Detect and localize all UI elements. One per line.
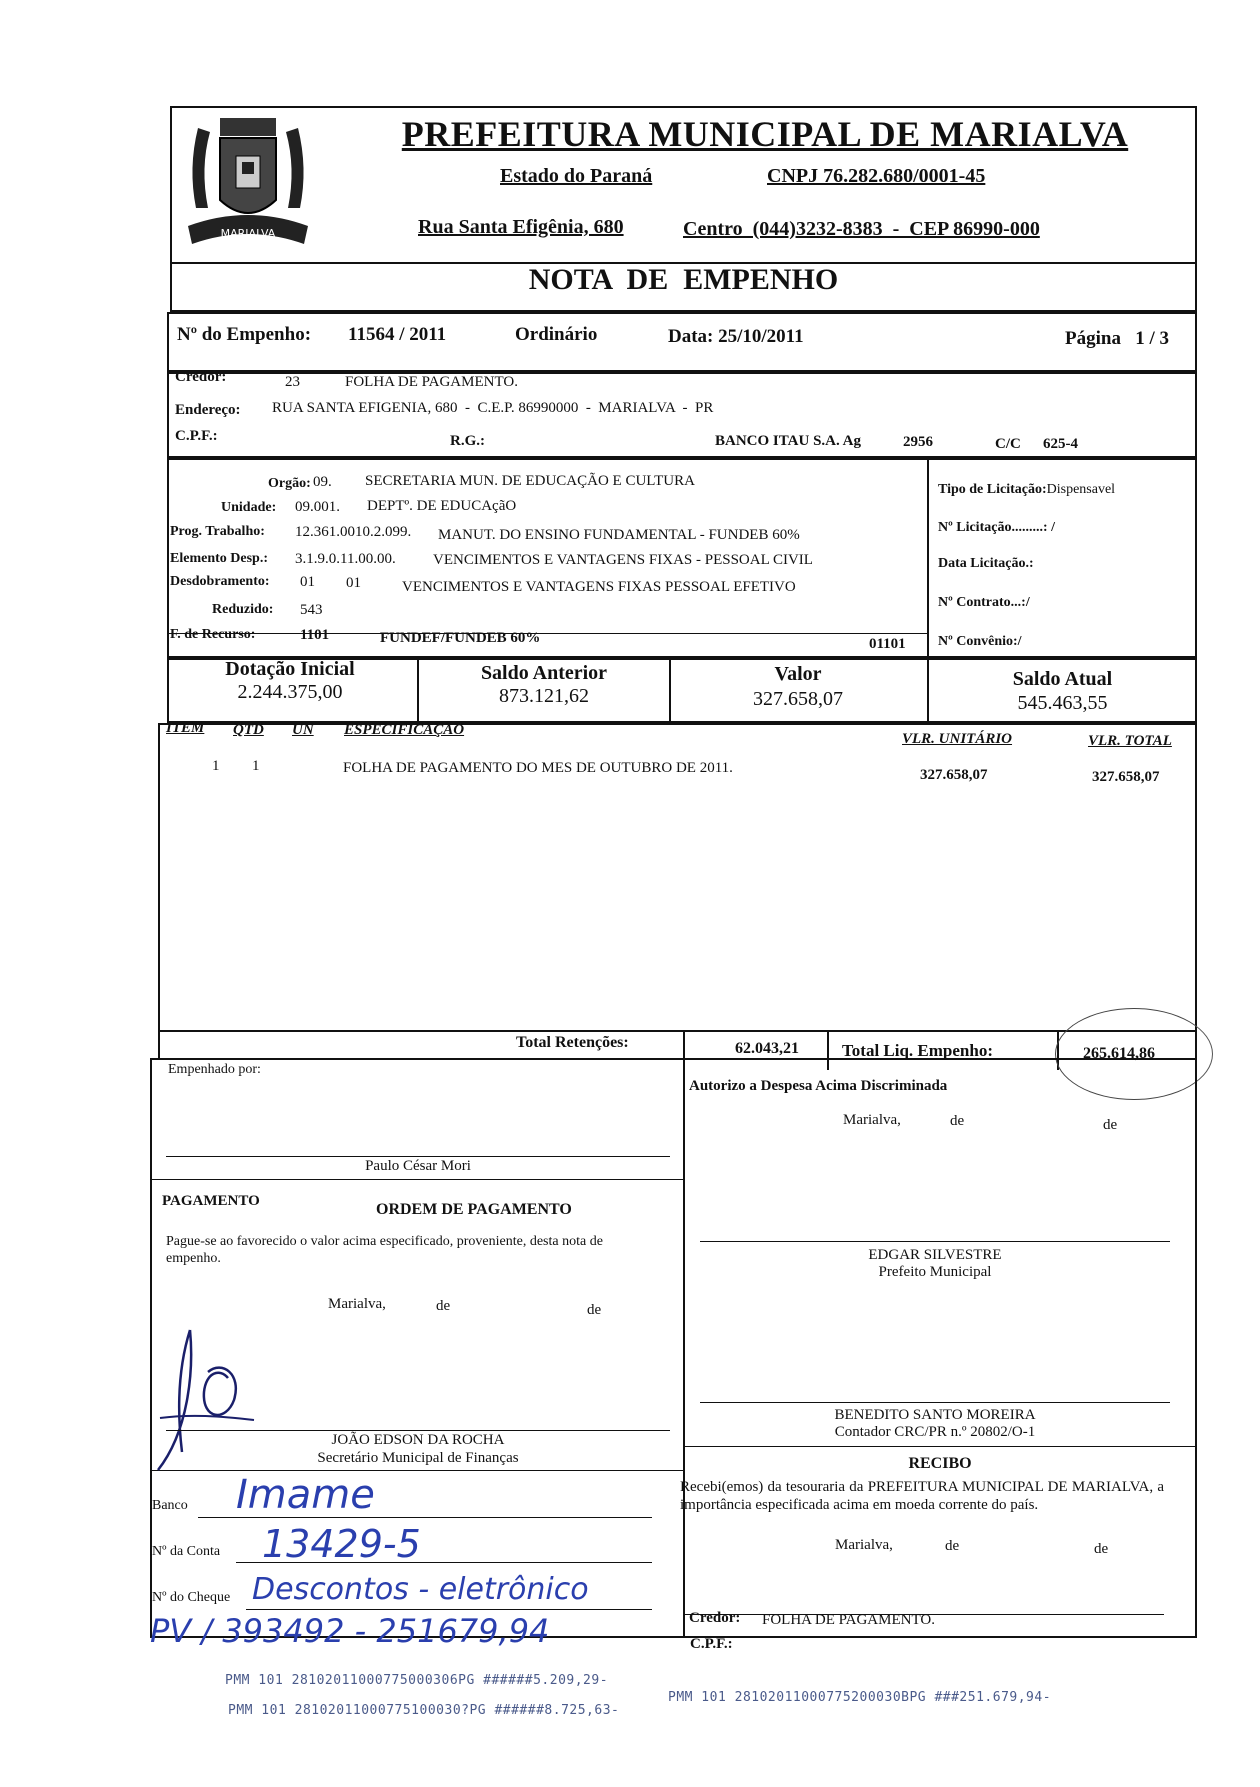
balances-div-3: [927, 658, 929, 723]
extra-handwriting: PV / 393492 - 251679,94: [150, 1612, 550, 1650]
recibo-credor-label: Credor:: [689, 1610, 741, 1626]
contact-label: Centro (044)3232-8383 - CEP 86990-000: [683, 218, 1040, 240]
prog-name: MANUT. DO ENSINO FUNDAMENTAL - FUNDEB 60%: [438, 527, 800, 543]
empenho-type: Ordinário: [515, 324, 598, 345]
address-value: RUA SANTA EFIGENIA, 680 - C.E.P. 86990000 - MARIALVA - PR: [272, 400, 714, 416]
signature-divider: [683, 1058, 685, 1638]
ordem-city: Marialva,: [328, 1296, 386, 1312]
banco-handwriting: Imame: [236, 1472, 375, 1518]
row-item: 1: [212, 758, 220, 774]
retencoes-label: Total Retenções:: [516, 1034, 629, 1051]
recibo-de-2: de: [1094, 1541, 1109, 1557]
prefeito-title: Prefeito Municipal: [878, 1264, 992, 1280]
col-item: ITEM: [166, 720, 205, 736]
ordem-pagamento-label: ORDEM DE PAGAMENTO: [376, 1201, 572, 1218]
state-label: Estado do Paraná: [500, 165, 653, 187]
cc-value: 625-4: [1043, 436, 1078, 452]
recurso-code2: 01101: [869, 636, 906, 652]
empenhado-signature-line: [166, 1156, 670, 1157]
secretario-signature-line: [166, 1430, 670, 1431]
dotacao-value: 2.244.375,00: [237, 681, 343, 703]
saldo-anterior-value: 873.121,62: [499, 685, 589, 707]
empenho-number-label: Nº do Empenho:: [177, 324, 312, 345]
secretario-name: JOÃO EDSON DA ROCHA: [331, 1432, 505, 1448]
bank-name: BANCO ITAU S.A. Ag: [715, 433, 861, 449]
contador-bottom: [683, 1446, 1197, 1447]
row-total-value: 327.658,07: [1092, 769, 1160, 785]
contador-signature-line: [700, 1402, 1170, 1403]
elemento-label: Elemento Desp.:: [170, 551, 268, 566]
recibo-cpf-label: C.P.F.:: [690, 1636, 733, 1652]
licitacao-tipo-label: Tipo de Licitação:: [938, 482, 1047, 497]
row-qtd: 1: [252, 758, 260, 774]
autorizo-de-1: de: [950, 1113, 965, 1129]
autorizo-city: Marialva,: [843, 1112, 901, 1128]
dotacao-label: Dotação Inicial: [225, 658, 355, 680]
page-title: PREFEITURA MUNICIPAL DE MARIALVA: [401, 114, 1129, 154]
liquido-label: Total Liq. Empenho:: [842, 1041, 993, 1060]
crest-banner-text: MARIALVA: [220, 227, 276, 240]
row-unit-value: 327.658,07: [920, 767, 988, 783]
balances-div-2: [669, 658, 671, 723]
payment-stamp-2: PMM 101 28102011000775100030?PG ######8.725,63-: [228, 1703, 620, 1718]
cheque-line: [246, 1609, 652, 1610]
reduzido-value: 543: [300, 602, 323, 618]
licitacao-data: Data Licitação.:: [938, 556, 1034, 571]
licitacao-tipo-value: Dispensavel: [1046, 482, 1116, 497]
credor-label: Credor:: [175, 369, 227, 385]
unidade-code: 09.001.: [295, 499, 340, 515]
pagamento-label: PAGAMENTO: [162, 1193, 260, 1209]
saldo-atual-value: 545.463,55: [1017, 692, 1108, 714]
orgao-code: 09.: [313, 474, 332, 490]
recurso-divider: [167, 633, 927, 634]
recibo-credor-value: FOLHA DE PAGAMENTO.: [762, 1612, 935, 1628]
licitacao-convenio: Nº Convênio:/: [938, 634, 1022, 649]
desdobramento-label: Desdobramento:: [170, 574, 270, 589]
bank-agency: 2956: [903, 434, 933, 450]
cheque-label: Nº do Cheque: [152, 1590, 231, 1605]
desdobramento-b: 01: [346, 575, 361, 591]
elemento-code: 3.1.9.0.11.00.00.: [295, 551, 396, 567]
conta-label: Nº da Conta: [152, 1544, 221, 1559]
licitacao-tipo: [938, 482, 1115, 498]
empenhado-label: Empenhado por:: [168, 1062, 261, 1077]
cc-label: C/C: [995, 436, 1021, 452]
prog-code: 12.361.0010.2.099.: [295, 524, 412, 540]
page-number: Página 1 / 3: [1065, 328, 1169, 349]
totals-top: [158, 1030, 1197, 1032]
col-unit: VLR. UNITÁRIO: [902, 731, 1013, 747]
credor-name: FOLHA DE PAGAMENTO.: [345, 374, 518, 390]
licitacao-numero: Nº Licitação.........: /: [938, 520, 1055, 535]
prefeito-signature-line: [700, 1241, 1170, 1242]
autorizo-de-2: de: [1103, 1117, 1118, 1133]
orgao-label: Orgão:: [268, 476, 311, 491]
ordem-de-1: de: [436, 1298, 451, 1314]
liquido-value: 265.614,86: [1083, 1045, 1155, 1062]
saldo-atual-label: Saldo Atual: [1012, 668, 1113, 690]
licitacao-divider: [927, 458, 929, 658]
licitacao-contrato: Nº Contrato...:/: [938, 595, 1030, 610]
empenhado-name: Paulo César Mori: [365, 1158, 471, 1174]
document-title: NOTA DE EMPENHO: [528, 263, 839, 296]
unidade-label: Unidade:: [221, 500, 277, 515]
address-label: Endereço:: [175, 402, 241, 418]
prog-label: Prog. Trabalho:: [170, 524, 265, 539]
balances-div-1: [417, 658, 419, 723]
desdobramento-a: 01: [300, 574, 315, 590]
credor-code: 23: [285, 374, 300, 390]
pague-text: Pague-se ao favorecido o valor acima especificado, proveniente, desta nota de empenho.: [166, 1234, 603, 1266]
empenhado-bottom: [150, 1179, 683, 1180]
valor-value: 327.658,07: [753, 688, 843, 710]
cpf-label: C.P.F.:: [175, 428, 218, 444]
recurso-name: FUNDEF/FUNDEB 60%: [380, 630, 541, 646]
ordem-de-2: de: [587, 1302, 602, 1318]
rg-label: R.G.:: [450, 433, 485, 449]
payment-stamp-3: PMM 101 28102011000775200030BPG ###251.679,94-: [668, 1690, 1052, 1705]
conta-handwriting: 13429-5: [262, 1522, 421, 1566]
recibo-de-1: de: [945, 1538, 960, 1554]
reduzido-label: Reduzido:: [212, 602, 274, 617]
saldo-anterior-label: Saldo Anterior: [480, 662, 608, 684]
street-label: Rua Santa Efigênia, 680: [418, 216, 624, 238]
orgao-name: SECRETARIA MUN. DE EDUCAÇÃO E CULTURA: [365, 473, 695, 489]
col-spec: ESPECIFICAÇÃO: [344, 722, 465, 738]
contador-name: BENEDITO SANTO MOREIRA: [834, 1407, 1036, 1423]
valor-label: Valor: [774, 663, 822, 685]
municipal-crest: [178, 108, 318, 260]
recibo-text: Recebi(emos) da tesouraria da PREFEITURA MUNICIPAL DE MARIALVA, a importância especificada acima em moeda corrente do país.: [680, 1479, 1164, 1513]
unidade-name: DEPTº. DE EDUCAçãO: [367, 498, 517, 514]
cheque-handwriting: Descontos - eletrônico: [252, 1572, 589, 1607]
row-spec: FOLHA DE PAGAMENTO DO MES DE OUTUBRO DE 2011.: [343, 760, 733, 776]
col-un: UN: [292, 722, 314, 738]
elemento-name: VENCIMENTOS E VANTAGENS FIXAS - PESSOAL CIVIL: [433, 552, 813, 568]
autorizo-label: Autorizo a Despesa Acima Discriminada: [689, 1078, 948, 1094]
col-qtd: QTD: [233, 722, 264, 738]
desdobramento-name: VENCIMENTOS E VANTAGENS FIXAS PESSOAL EFETIVO: [402, 579, 796, 595]
col-total: VLR. TOTAL: [1088, 733, 1172, 749]
retencoes-value: 62.043,21: [735, 1040, 799, 1057]
recibo-city: Marialva,: [835, 1537, 893, 1553]
empenho-number: 11564 / 2011: [348, 324, 447, 345]
contador-title: Contador CRC/PR n.º 20802/O-1: [834, 1424, 1036, 1440]
prefeito-name: EDGAR SILVESTRE: [868, 1247, 1002, 1263]
recurso-code: 1101: [300, 627, 330, 643]
empenho-date: Data: 25/10/2011: [668, 326, 804, 347]
recibo-title: RECIBO: [908, 1455, 972, 1472]
banco-label: Banco: [152, 1498, 188, 1513]
recurso-label: F. de Recurso:: [170, 627, 256, 642]
payment-stamp-1: PMM 101 28102011000775000306PG ######5.209,29-: [225, 1673, 609, 1688]
secretario-title: Secretário Municipal de Finanças: [317, 1450, 519, 1466]
cnpj-label: CNPJ 76.282.680/0001-45: [767, 165, 986, 187]
